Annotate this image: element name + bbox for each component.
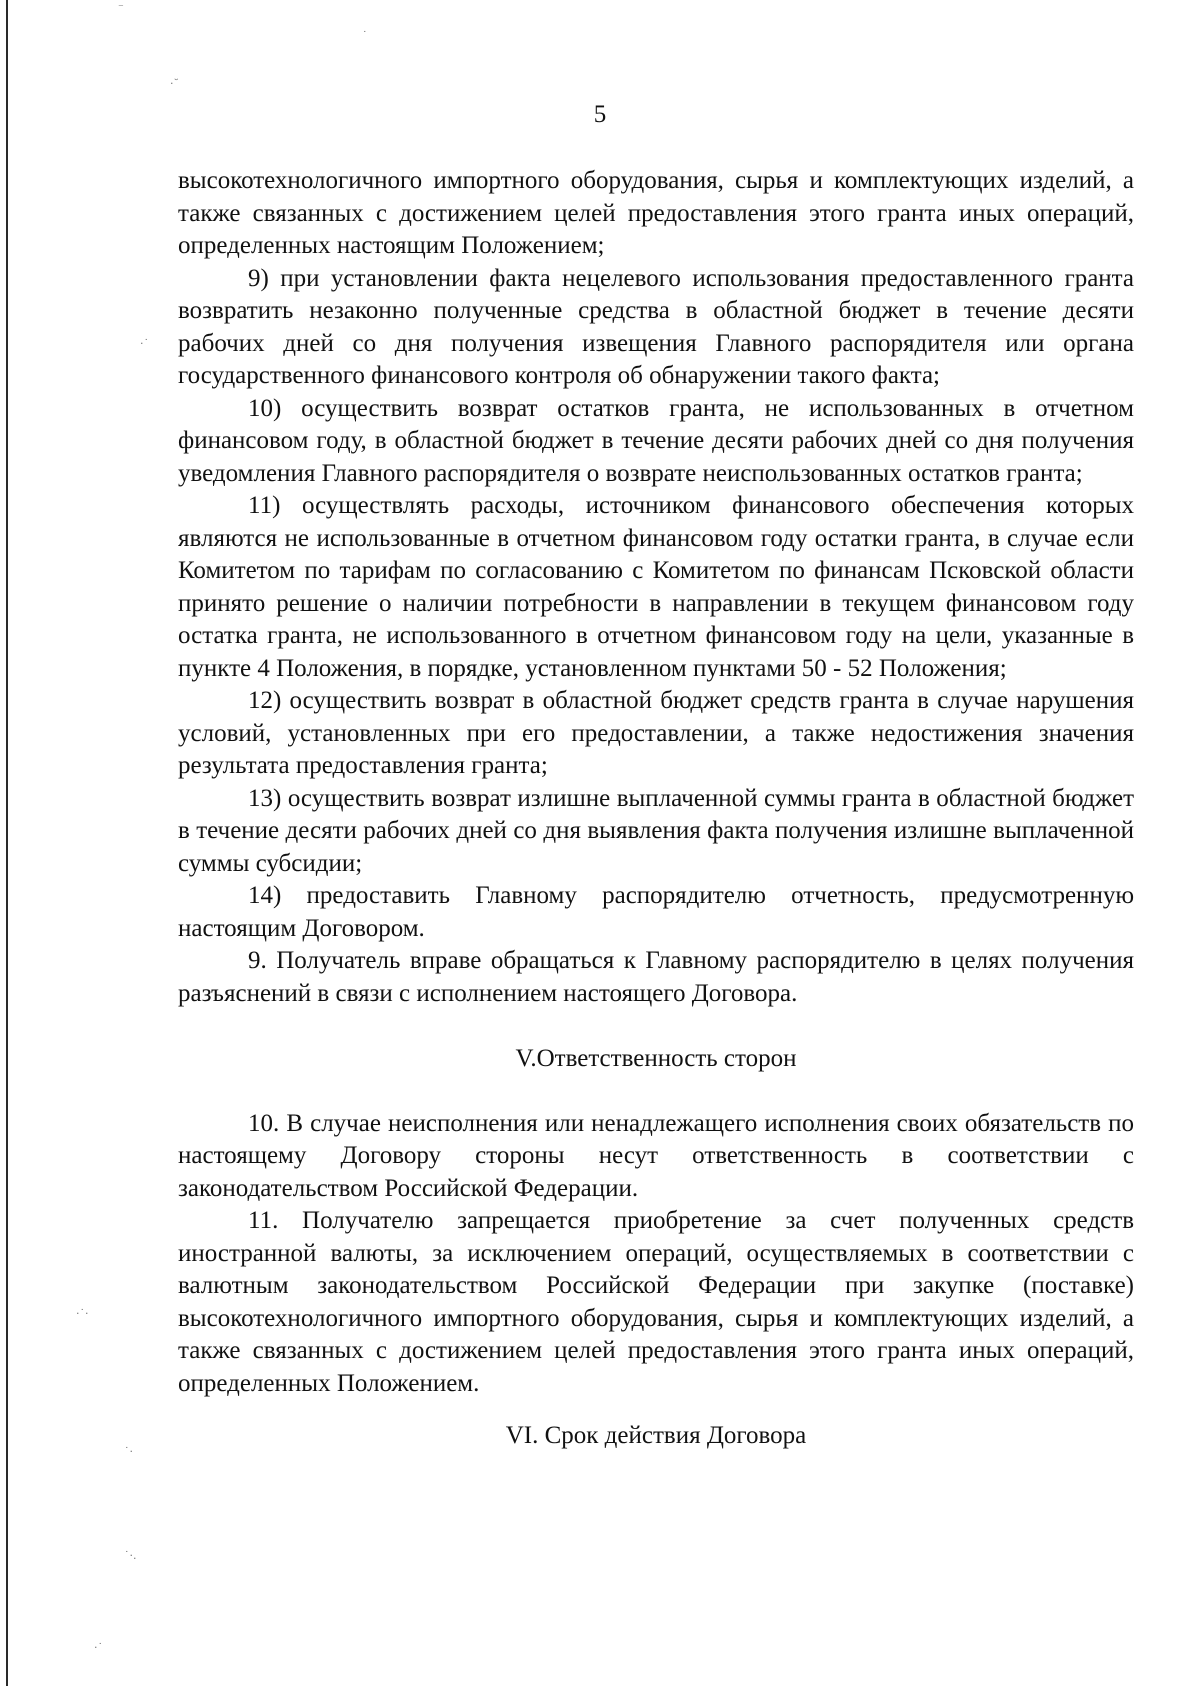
paragraph-item-9: 9) при установлении факта нецелевого использования предоставленного гранта возвратить незаконно полученные средства в областной бюджет в течение десяти рабочих дней со дня получения извещения Главного распорядителя или органа государственного финансового контроля об обнаружении такого факта; <box>178 264 1134 389</box>
paragraph-item-13: 13) осуществить возврат излишне выплаченной суммы гранта в областной бюджет в течение десяти рабочих дней со дня выявления факта получения излишне выплаченной суммы субсидии; <box>178 784 1134 877</box>
scan-speck: ·˙· <box>76 1307 89 1320</box>
spacer <box>178 1075 1134 1108</box>
section-heading-responsibility: V.Ответственность сторон <box>515 1044 797 1072</box>
paragraph-clause-9: 9. Получатель вправе обращаться к Главному распорядителю в целях получения разъяснений в связи с исполнением настоящего Договора. <box>178 947 1134 1007</box>
scan-speck: ·˙ <box>140 337 149 350</box>
scan-speck: ˙ <box>362 29 368 42</box>
paragraph-item-10: 10) осуществить возврат остатков гранта, не использованных в отчетном финансовом году, в областной бюджет в течение десяти рабочих дней со дня получения уведомления Главного распорядителя о возврате неиспользованных остатков гранта; <box>178 394 1134 487</box>
paragraph-clause-11: 11. Получателю запрещается приобретение за счет полученных средств иностранной валюты, за исключением операций, осуществляемых в соответствии с валютным законодательством Российской Федерации при закупке (поставке) высокотехнологичного импортного оборудования, сырья и комплектующих изделий, а также связанных с достижением целей предоставления этого гранта иных операций, определенных Положением. <box>178 1207 1134 1397</box>
document-body <box>178 165 1134 1453</box>
scan-speck: ˙· <box>124 1445 133 1458</box>
paragraph-clause-10: 10. В случае неисполнения или ненадлежащего исполнения своих обязательств по настоящему Договору стороны несут ответственность в соответствии с законодательством Российской Федерации. <box>178 1109 1134 1202</box>
paragraph-continuation: высокотехнологичного импортного оборудования, сырья и комплектующих изделий, а также связанных с достижением целей предоставления этого гранта иных операций, определенных настоящим Положением; <box>178 167 1134 259</box>
page-number: 5 <box>593 101 607 128</box>
paragraph-item-14: 14) предоставить Главному распорядителю отчетность, предусмотренную настоящим Договором. <box>178 882 1134 942</box>
section-heading-term: VI. Срок действия Договора <box>505 1422 807 1449</box>
paragraph-item-12: 12) осуществить возврат в областной бюджет средств гранта в случае нарушения условий, установленных при его предоставлении, а также недостижения значения результата предоставления гранта; <box>178 687 1134 779</box>
paragraph-item-11: 11) осуществлять расходы, источником финансового обеспечения которых являются не использованные в отчетном финансовом году остатки гранта, в случае если Комитетом по тарифам по согласованию с Комитетом по финансам Псковской области принято решение о наличии потребности в направлении в текущем финансовом году остатка гранта, не использованного в отчетном финансовом году на цели, указанные в пункте 4 Положения, в порядке, установленном пунктами 50 - 52 Положения; <box>178 492 1134 682</box>
scan-speck: ·˘ <box>170 77 179 90</box>
scan-left-edge <box>6 0 8 1686</box>
scan-speck: ⁻ <box>118 1 124 14</box>
spacer <box>178 1400 1134 1420</box>
scan-speck: ˙·. <box>124 1549 137 1562</box>
spacer <box>178 1010 1134 1043</box>
scan-speck: ·˙ <box>94 1641 103 1654</box>
